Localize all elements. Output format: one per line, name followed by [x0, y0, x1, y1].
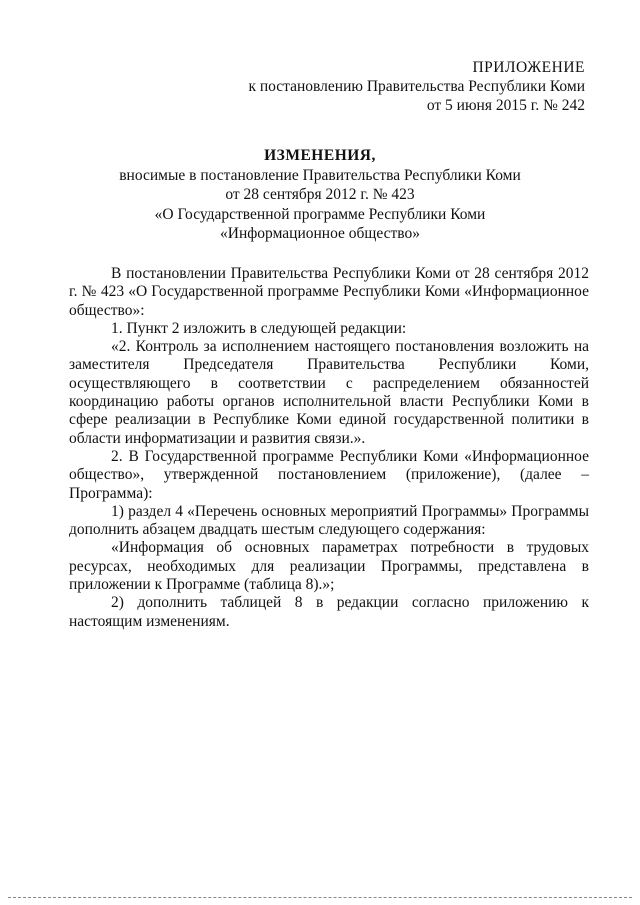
heading-line-3: «О Государственной программе Республики Коми — [154, 205, 486, 223]
document-heading — [0, 146, 640, 244]
heading-line-4: «Информационное общество» — [220, 225, 420, 242]
heading-title: ИЗМЕНЕНИЯ, — [264, 147, 376, 164]
appendix-reference-line: к постановлению Правительства Республики Коми — [248, 78, 585, 95]
appendix-date-line: от 5 июня 2015 г. № 242 — [426, 97, 585, 114]
appendix-title: ПРИЛОЖЕНИЕ — [472, 59, 585, 76]
paragraph-item-2: 2. В Государственной программе Республики Коми «Информационное общество», утвержденной постановлением (приложение), (далее – Программа): — [69, 447, 589, 502]
paragraph-item-1-text: «2. Контроль за исполнением настоящего постановления возложить на заместителя Председателя Правительства Республики Коми, осуществляющего в соответствии с распределением обязанностей координацию работы органов исполнительной власти Республики Коми в сфере реализации в Республике Коми единой государственной политики в области информатизации и развития связи.». — [69, 338, 589, 447]
heading-line-1: вносимые в постановление Правительства Республики Коми — [119, 166, 521, 184]
paragraph-intro: В постановлении Правительства Республики Коми от 28 сентября 2012 г. № 423 «О Государственной программе Республики Коми «Информационное общество»: — [69, 265, 589, 319]
paragraph-subitem-1-text: «Информация об основных параметрах потребности в трудовых ресурсах, необходимых для реализации Программы, представлена в приложении к Программе (таблица 8).»; — [69, 539, 589, 594]
paragraph-item-1: 1. Пункт 2 изложить в следующей редакции: — [111, 319, 407, 337]
paragraph-subitem-1: 1) раздел 4 «Перечень основных мероприятий Программы» Программы дополнить абзацем двадцать шестым следующего содержания: — [69, 502, 589, 539]
heading-line-2: от 28 сентября 2012 г. № 423 — [225, 186, 415, 203]
appendix-block — [248, 58, 585, 115]
document-body — [69, 265, 589, 631]
paragraph-subitem-2: 2) дополнить таблицей 8 в редакции согласно приложению к настоящим изменениям. — [69, 594, 589, 630]
page-bottom-divider — [8, 897, 632, 898]
